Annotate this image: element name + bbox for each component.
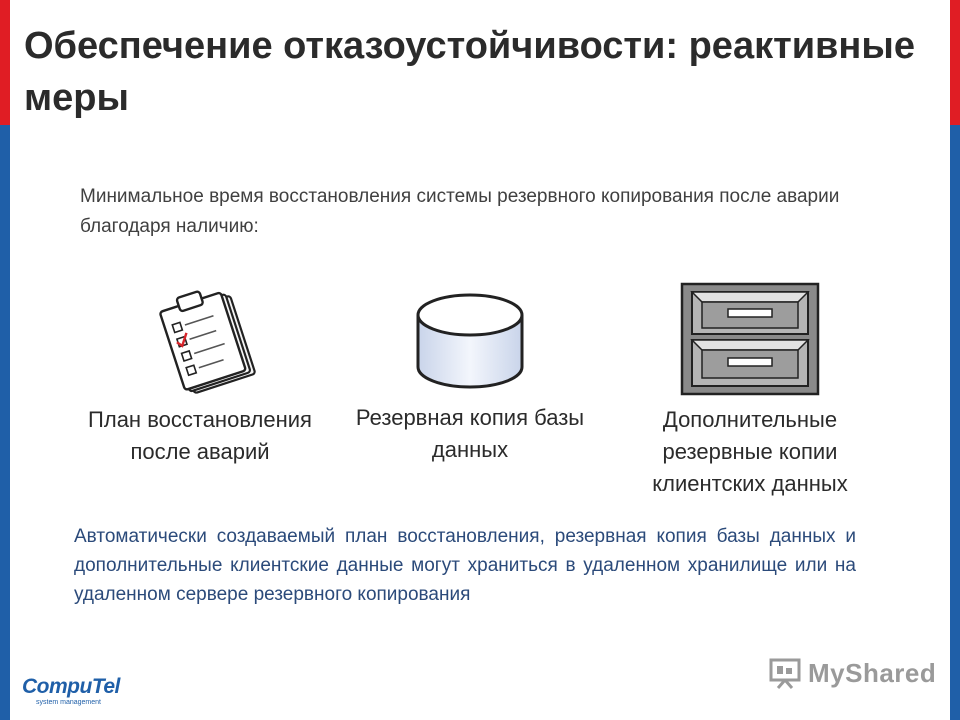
- right-blue-accent-bar: [950, 125, 960, 720]
- presentation-board-icon: [768, 656, 802, 690]
- intro-text: Минимальное время восстановления системы резервного копирования после аварии благодаря наличию:: [80, 186, 840, 237]
- left-blue-accent-bar: [0, 125, 10, 720]
- slide-title: Обеспечение отказоустойчивости: реактивные меры: [24, 25, 915, 119]
- myshared-watermark: [768, 656, 936, 690]
- watermark-text: MyShared: [808, 657, 937, 688]
- summary-text: Автоматически создаваемый план восстановления, резервная копия базы данных и дополнительные клиентские данные могут храниться в удаленном хранилище или на удаленном сервере резервного копирования: [74, 526, 856, 605]
- item-caption: Резервная копия базы данных: [355, 405, 585, 462]
- company-name: CompuTel: [22, 675, 120, 698]
- item-caption: План восстановления после аварий: [88, 407, 312, 464]
- item-client-backups: [630, 265, 870, 500]
- right-red-accent-bar: [950, 0, 960, 125]
- database-cylinder-icon: [410, 287, 530, 397]
- file-cabinet-icon: [680, 282, 820, 397]
- item-recovery-plan: [70, 265, 330, 468]
- clipboard-checklist-icon: [140, 277, 260, 397]
- company-tagline: system management: [36, 699, 101, 706]
- computel-logo: [22, 676, 120, 707]
- left-red-accent-bar: [0, 0, 10, 125]
- item-caption: Дополнительные резервные копии клиентских данных: [652, 407, 848, 496]
- item-database-backup: [355, 265, 585, 466]
